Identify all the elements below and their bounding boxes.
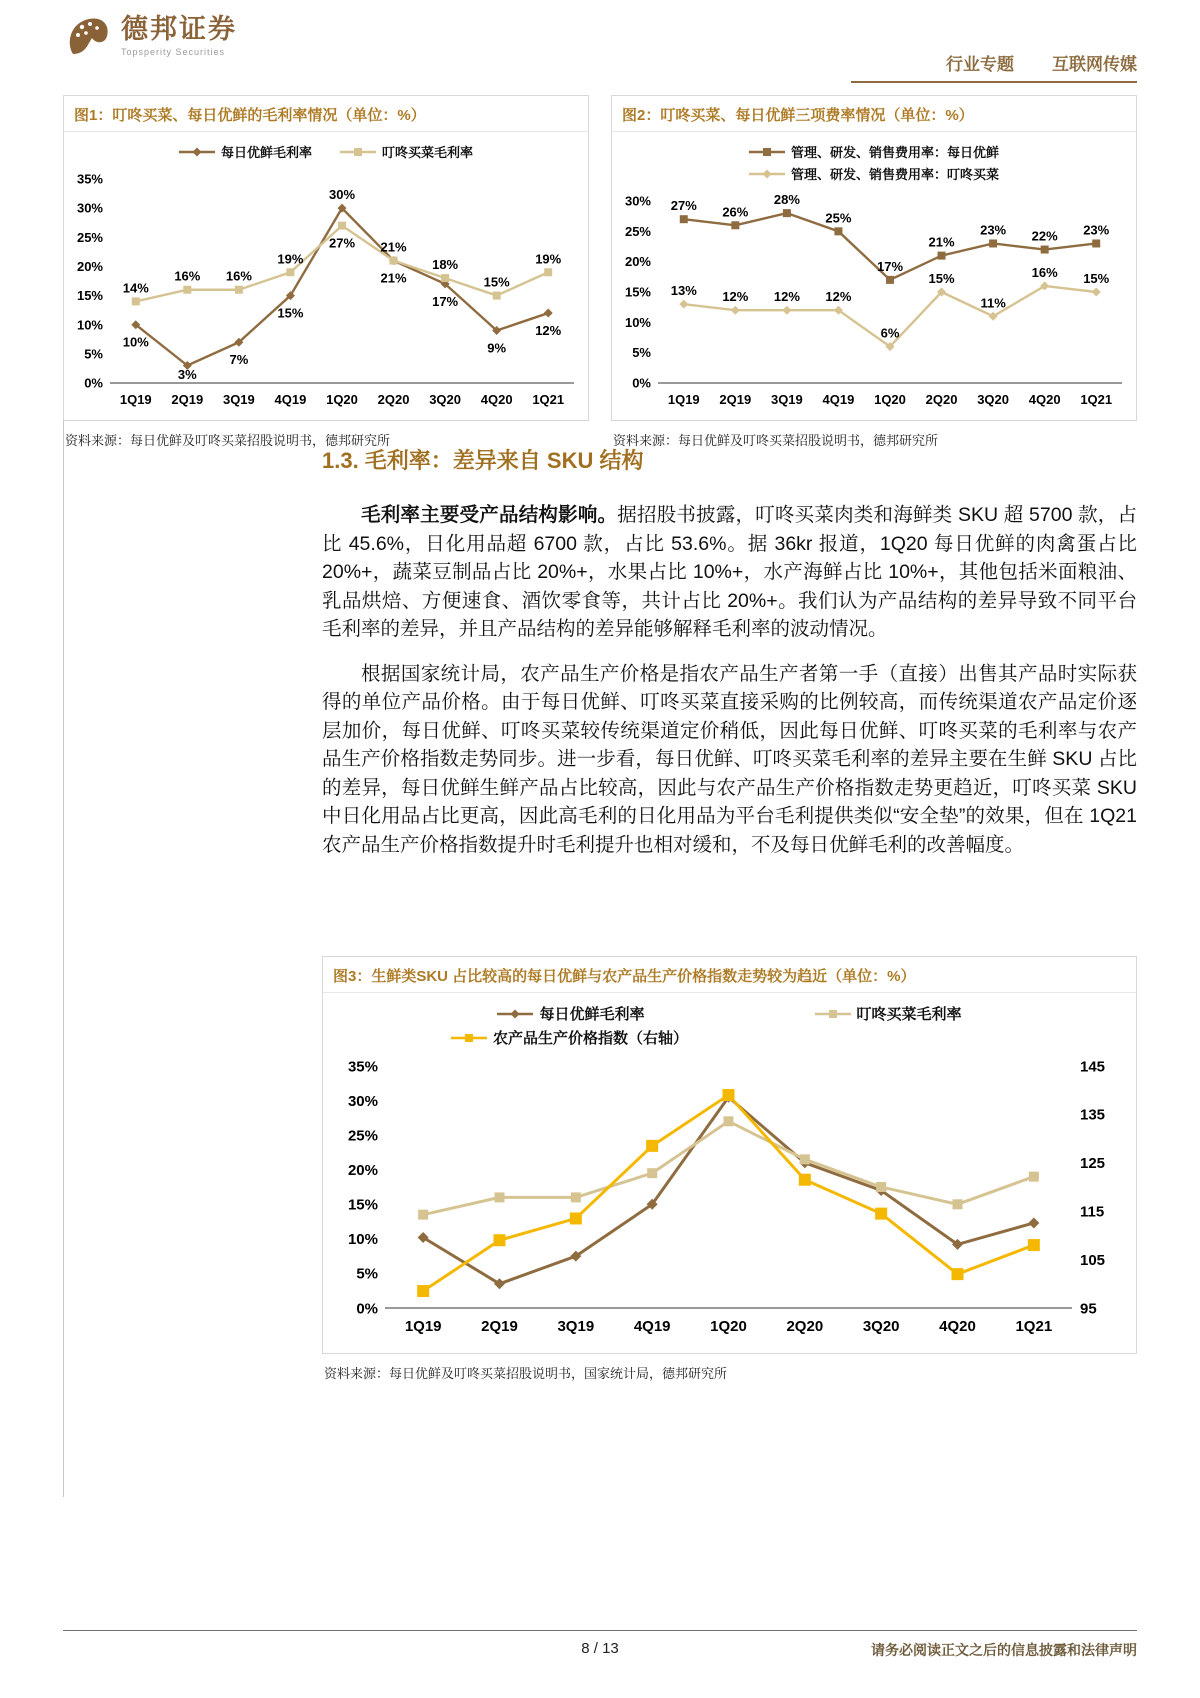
svg-text:3Q19: 3Q19 [222, 392, 255, 407]
svg-text:27%: 27% [328, 235, 356, 251]
svg-text:3Q19: 3Q19 [770, 392, 803, 407]
legend-item [340, 142, 473, 161]
svg-text:9%: 9% [487, 340, 507, 356]
figure-2-block [611, 95, 1137, 449]
svg-text:1Q20: 1Q20 [326, 392, 358, 407]
figure-2-title: 图2：叮咚买菜、每日优鲜三项费率情况（单位：%） [612, 96, 1136, 132]
figure-2-source: 资料来源：每日优鲜及叮咚买菜招股说明书，德邦研究所 [613, 433, 939, 448]
footer-disclaimer: 请务必阅读正文之后的信息披露和法律声明 [871, 1642, 1137, 1658]
figures-row [63, 95, 1137, 449]
svg-text:5%: 5% [632, 345, 651, 361]
svg-text:12%: 12% [722, 289, 749, 305]
legend-item [179, 142, 312, 161]
svg-text:3Q19: 3Q19 [557, 1318, 595, 1335]
figure-1-source: 资料来源：每日优鲜及叮咚买菜招股说明书，德邦研究所 [65, 433, 391, 448]
figure-3-source: 资料来源：每日优鲜及叮咚买菜招股说明书，国家统计局，德邦研究所 [324, 1366, 728, 1381]
svg-text:10%: 10% [624, 314, 651, 330]
svg-text:16%: 16% [174, 268, 201, 284]
svg-text:20%: 20% [624, 254, 651, 270]
fig3-plot [323, 1050, 1136, 1348]
svg-text:1Q20: 1Q20 [710, 1318, 747, 1335]
svg-text:15%: 15% [277, 305, 304, 321]
svg-text:22%: 22% [1031, 228, 1058, 244]
paragraph-2: 根据国家统计局，农产品生产价格是指农产品生产者第一手（直接）出售其产品时实际获得的单位产品价格。由于每日优鲜、叮咚买菜直接采购的比例较高，而传统渠道农产品定价逐层加价，每日优鲜、叮咚买菜较传统渠道定价稍低，因此每日优鲜、叮咚买菜的毛利率与农产品生产价格指数走势同步。进一步看，每日优鲜、叮咚买菜毛利率的差异主要在生鲜 SKU 占比的差异，每日优鲜生鲜产品占比较高，因此与农产品生产价格指数走势更趋近，叮咚买菜 SKU 中日化用品占比更高，因此高毛利的日化用品为平台毛利提供类似“安全垫”的效果，但在 1Q21 农产品生产价格指数提升时毛利提升也相对缓和，不及每日优鲜毛利的改善幅度。 [322, 662, 1137, 856]
svg-text:2Q19: 2Q19 [171, 392, 204, 407]
legend-label: 每日优鲜毛利率 [539, 1006, 645, 1023]
legend-marker-icon [815, 1008, 851, 1020]
svg-text:30%: 30% [347, 1092, 378, 1110]
svg-text:4Q20: 4Q20 [1028, 392, 1061, 407]
svg-text:4Q20: 4Q20 [939, 1318, 976, 1335]
svg-text:15%: 15% [624, 284, 651, 300]
legend-label: 管理、研发、销售费用率：叮咚买菜 [790, 167, 999, 182]
svg-text:1Q21: 1Q21 [532, 392, 565, 407]
svg-text:105: 105 [1080, 1251, 1106, 1269]
svg-text:20%: 20% [347, 1161, 378, 1179]
svg-text:19%: 19% [535, 251, 562, 267]
svg-text:13%: 13% [670, 283, 697, 299]
svg-text:4Q19: 4Q19 [274, 392, 307, 407]
svg-text:2Q19: 2Q19 [719, 392, 752, 407]
svg-text:1Q20: 1Q20 [874, 392, 906, 407]
svg-text:15%: 15% [928, 271, 955, 286]
figure-3-block [322, 956, 1137, 1382]
svg-text:95: 95 [1080, 1300, 1097, 1318]
svg-text:25%: 25% [624, 223, 651, 239]
svg-text:20%: 20% [76, 258, 103, 274]
svg-text:14%: 14% [122, 280, 149, 296]
svg-text:1Q21: 1Q21 [1015, 1318, 1053, 1335]
chart-legend [612, 138, 1136, 185]
svg-text:0%: 0% [84, 375, 103, 391]
svg-text:0%: 0% [632, 375, 651, 391]
svg-text:125: 125 [1080, 1155, 1106, 1173]
svg-text:30%: 30% [624, 193, 651, 209]
svg-text:2Q19: 2Q19 [481, 1318, 518, 1335]
svg-text:4Q19: 4Q19 [633, 1318, 671, 1335]
brand-text [121, 15, 237, 57]
figure-1-chart [64, 132, 588, 420]
svg-text:4Q20: 4Q20 [480, 392, 513, 407]
section-heading: 1.3. 毛利率：差异来自 SKU 结构 [322, 448, 644, 473]
figure-2 [611, 95, 1137, 421]
svg-text:3%: 3% [177, 367, 197, 382]
legend-marker-icon [340, 146, 376, 158]
svg-text:15%: 15% [347, 1196, 378, 1214]
svg-text:1Q19: 1Q19 [667, 392, 700, 407]
svg-text:0%: 0% [356, 1300, 378, 1318]
legend-marker-icon [749, 146, 785, 158]
paragraph-1-lead: 毛利率主要受产品结构影响。 [361, 504, 618, 526]
svg-text:12%: 12% [773, 289, 800, 305]
svg-text:25%: 25% [76, 229, 103, 245]
svg-text:7%: 7% [229, 352, 249, 368]
svg-text:35%: 35% [347, 1058, 378, 1076]
svg-text:2Q20: 2Q20 [925, 392, 958, 407]
svg-text:27%: 27% [670, 198, 697, 214]
svg-text:135: 135 [1080, 1106, 1106, 1124]
legend-marker-icon [179, 146, 215, 158]
svg-text:10%: 10% [347, 1231, 378, 1249]
svg-text:11%: 11% [980, 295, 1006, 311]
svg-text:23%: 23% [1083, 222, 1110, 238]
legend-item [749, 164, 999, 183]
svg-text:4Q19: 4Q19 [822, 392, 855, 407]
figure-1-block [63, 95, 589, 449]
fig1-plot [64, 163, 588, 415]
svg-text:145: 145 [1080, 1058, 1106, 1076]
svg-text:15%: 15% [483, 274, 510, 290]
svg-text:10%: 10% [122, 334, 149, 350]
legend-item [497, 1003, 644, 1024]
figure-3-title: 图3：生鲜类SKU 占比较高的每日优鲜与农产品生产价格指数走势较为趋近（单位：%） [323, 957, 1136, 993]
svg-text:2Q20: 2Q20 [377, 392, 410, 407]
footer-rule [63, 1630, 1137, 1631]
figure-3-chart [323, 993, 1136, 1353]
fig2-plot [612, 185, 1136, 415]
paragraph-1-body: 据招股书披露，叮咚买菜肉类和海鲜类 SKU 超 5700 款，占比 45.6%，日化用品超 6700 款，占比 53.6%。据 36kr 报道，1Q20 每日优鲜的肉禽蛋占比 20%+，蔬菜豆制品占比 20%+，水果占比 10%+，水产海鲜占比 10%+，其他包括米面粮油、乳品烘焙、方便速食、酒饮零食等，共计占比 20%+。我们认为产品结构的差异导致不同平台毛利率的差异，并且产品结构的差异能够解释毛利率的波动情况。 [322, 504, 1137, 640]
legend-marker-icon [451, 1032, 487, 1044]
svg-text:19%: 19% [277, 251, 304, 267]
svg-text:35%: 35% [76, 171, 103, 187]
svg-text:28%: 28% [773, 192, 800, 208]
legend-label: 叮咚买菜毛利率 [856, 1006, 962, 1023]
legend-item [451, 1027, 688, 1048]
svg-text:21%: 21% [928, 234, 955, 250]
legend-marker-icon [497, 1008, 533, 1020]
figure-1-title: 图1：叮咚买菜、每日优鲜的毛利率情况（单位：%） [64, 96, 588, 132]
body-text [322, 444, 1137, 875]
svg-text:15%: 15% [76, 288, 103, 304]
svg-text:3Q20: 3Q20 [977, 392, 1010, 407]
svg-text:5%: 5% [356, 1265, 378, 1283]
svg-text:3Q20: 3Q20 [862, 1318, 900, 1335]
figure-3 [322, 956, 1137, 1354]
svg-text:21%: 21% [380, 239, 407, 255]
svg-text:10%: 10% [76, 317, 103, 333]
svg-text:25%: 25% [825, 210, 852, 226]
chart-legend [64, 138, 588, 163]
svg-text:26%: 26% [722, 204, 749, 220]
svg-text:30%: 30% [328, 187, 356, 203]
svg-text:21%: 21% [380, 270, 407, 286]
svg-text:17%: 17% [432, 293, 459, 309]
svg-text:23%: 23% [980, 222, 1007, 238]
svg-text:115: 115 [1080, 1203, 1105, 1221]
svg-text:17%: 17% [876, 258, 904, 274]
figure-2-chart [612, 132, 1136, 420]
legend-label: 叮咚买菜毛利率 [382, 145, 474, 160]
svg-text:3Q20: 3Q20 [429, 392, 462, 407]
legend-marker-icon [749, 168, 785, 180]
svg-text:30%: 30% [76, 200, 103, 216]
svg-text:16%: 16% [1031, 264, 1058, 280]
chart-legend [323, 999, 1136, 1050]
svg-text:2Q20: 2Q20 [786, 1318, 824, 1335]
page-number: 8 / 13 [581, 1640, 619, 1657]
legend-item [749, 142, 999, 161]
legend-label: 每日优鲜毛利率 [220, 145, 312, 160]
svg-text:6%: 6% [880, 325, 900, 341]
legend-label: 农产品生产价格指数（右轴） [492, 1030, 688, 1047]
legend-label: 管理、研发、销售费用率：每日优鲜 [790, 145, 999, 160]
svg-text:1Q19: 1Q19 [404, 1318, 442, 1335]
svg-text:1Q19: 1Q19 [119, 392, 152, 407]
report-category: 行业专题 [946, 55, 1014, 74]
brand [64, 12, 237, 60]
paragraph-1 [322, 501, 1137, 644]
svg-text:1Q21: 1Q21 [1080, 392, 1113, 407]
header-meta [946, 50, 1137, 75]
svg-text:25%: 25% [347, 1127, 378, 1145]
report-industry: 互联网传媒 [1052, 55, 1137, 74]
legend-item [815, 1003, 962, 1024]
header-rule [851, 81, 1137, 83]
svg-text:15%: 15% [1083, 271, 1110, 286]
brand-name: 德邦证券 [121, 14, 237, 45]
svg-text:18%: 18% [432, 257, 459, 273]
svg-text:12%: 12% [825, 289, 852, 305]
svg-text:5%: 5% [84, 346, 103, 362]
svg-text:12%: 12% [535, 323, 562, 339]
brand-logo-icon [64, 12, 112, 60]
brand-subtitle: Topsperity Securities [121, 46, 226, 57]
figure-1 [63, 95, 589, 421]
svg-text:16%: 16% [225, 268, 252, 284]
